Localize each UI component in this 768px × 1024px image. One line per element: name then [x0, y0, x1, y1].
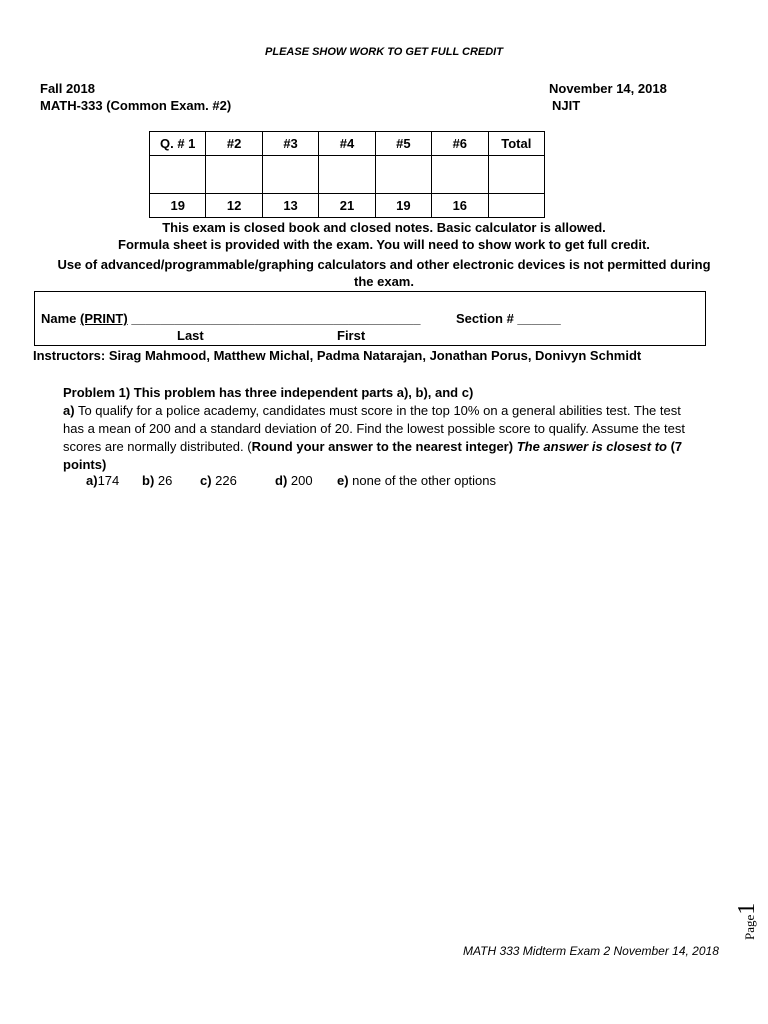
closest-note: The answer is closest to [513, 439, 667, 454]
problem-text [63, 402, 695, 474]
problem-title: Problem 1) This problem has three independent parts a), b), and c) [63, 385, 474, 400]
points-cell [488, 194, 544, 218]
score-cell[interactable] [262, 155, 318, 194]
option-value: 174 [97, 473, 120, 488]
points-cell: 19 [375, 194, 431, 218]
option-c[interactable] [200, 473, 237, 488]
part-text: To qualify for a police academy, candidates must score in the top 10% on a general abilities test. The test has a mean of 200 and a standard deviation of 20. Find the lowest possible score to qualify. Assume the test scores are normally distributed. ( [63, 403, 685, 454]
option-d[interactable] [275, 473, 313, 488]
score-cell[interactable] [319, 155, 375, 194]
score-header: #5 [375, 132, 431, 156]
points-cell: 16 [432, 194, 488, 218]
option-a[interactable] [86, 473, 119, 488]
score-cell[interactable] [150, 155, 206, 194]
course-title: MATH-333 (Common Exam. #2) [40, 98, 232, 113]
round-note: Round your answer to the nearest integer) [251, 439, 514, 454]
option-label: a) [86, 473, 98, 488]
instruction-line: This exam is closed book and closed notes. Basic calculator is allowed. [162, 220, 606, 235]
score-cell[interactable] [488, 155, 544, 194]
points-cell: 12 [206, 194, 262, 218]
exam-date: November 14, 2018 [549, 81, 667, 96]
points-cell: 13 [262, 194, 318, 218]
option-value: none of the other options [348, 473, 497, 488]
points-cell: 19 [150, 194, 206, 218]
name-blank: ________________________________________ [127, 311, 421, 326]
page-number: 1 [734, 902, 760, 915]
school-name: NJIT [552, 98, 581, 113]
score-header: #2 [206, 132, 262, 156]
name-field[interactable] [41, 311, 421, 326]
instruction-line: Use of advanced/programmable/graphing calculators and other electronic devices is not permitted during [57, 257, 711, 272]
instruction-line: the exam. [354, 274, 414, 289]
option-value: 26 [154, 473, 173, 488]
score-header: Total [488, 132, 544, 156]
option-b[interactable] [142, 473, 172, 488]
page-label: Page [742, 914, 757, 940]
option-label: b) [142, 473, 155, 488]
name-label: Name [41, 311, 81, 326]
score-header: Q. # 1 [150, 132, 206, 156]
instruction-line: Formula sheet is provided with the exam. You will need to show work to get full credit. [118, 237, 650, 252]
option-value: 226 [211, 473, 237, 488]
option-value: 200 [287, 473, 313, 488]
score-header: #4 [319, 132, 375, 156]
part-label: a) [63, 403, 75, 418]
first-label: First [337, 328, 366, 343]
points-cell: 21 [319, 194, 375, 218]
option-e[interactable] [337, 473, 496, 488]
score-header: #3 [262, 132, 318, 156]
section-field[interactable]: Section # ______ [456, 311, 561, 326]
score-header: #6 [432, 132, 488, 156]
score-cell[interactable] [206, 155, 262, 194]
score-table-points-row [150, 194, 545, 218]
term: Fall 2018 [40, 81, 95, 96]
points-note: (7 points) [63, 439, 683, 472]
score-cell[interactable] [432, 155, 488, 194]
last-label: Last [177, 328, 204, 343]
instructors-line: Instructors: Sirag Mahmood, Matthew Michal, Padma Natarajan, Jonathan Porus, Donivyn Schmidt [33, 348, 642, 363]
score-table-blank-row [150, 155, 545, 194]
print-label: (PRINT) [80, 311, 128, 326]
top-note: PLEASE SHOW WORK TO GET FULL CREDIT [265, 46, 503, 58]
footer-text: MATH 333 Midterm Exam 2 November 14, 2018 [463, 944, 719, 958]
option-label: e) [337, 473, 349, 488]
option-label: c) [200, 473, 212, 488]
score-table [149, 131, 545, 218]
score-table-header-row [150, 132, 545, 156]
score-cell[interactable] [375, 155, 431, 194]
option-label: d) [275, 473, 288, 488]
